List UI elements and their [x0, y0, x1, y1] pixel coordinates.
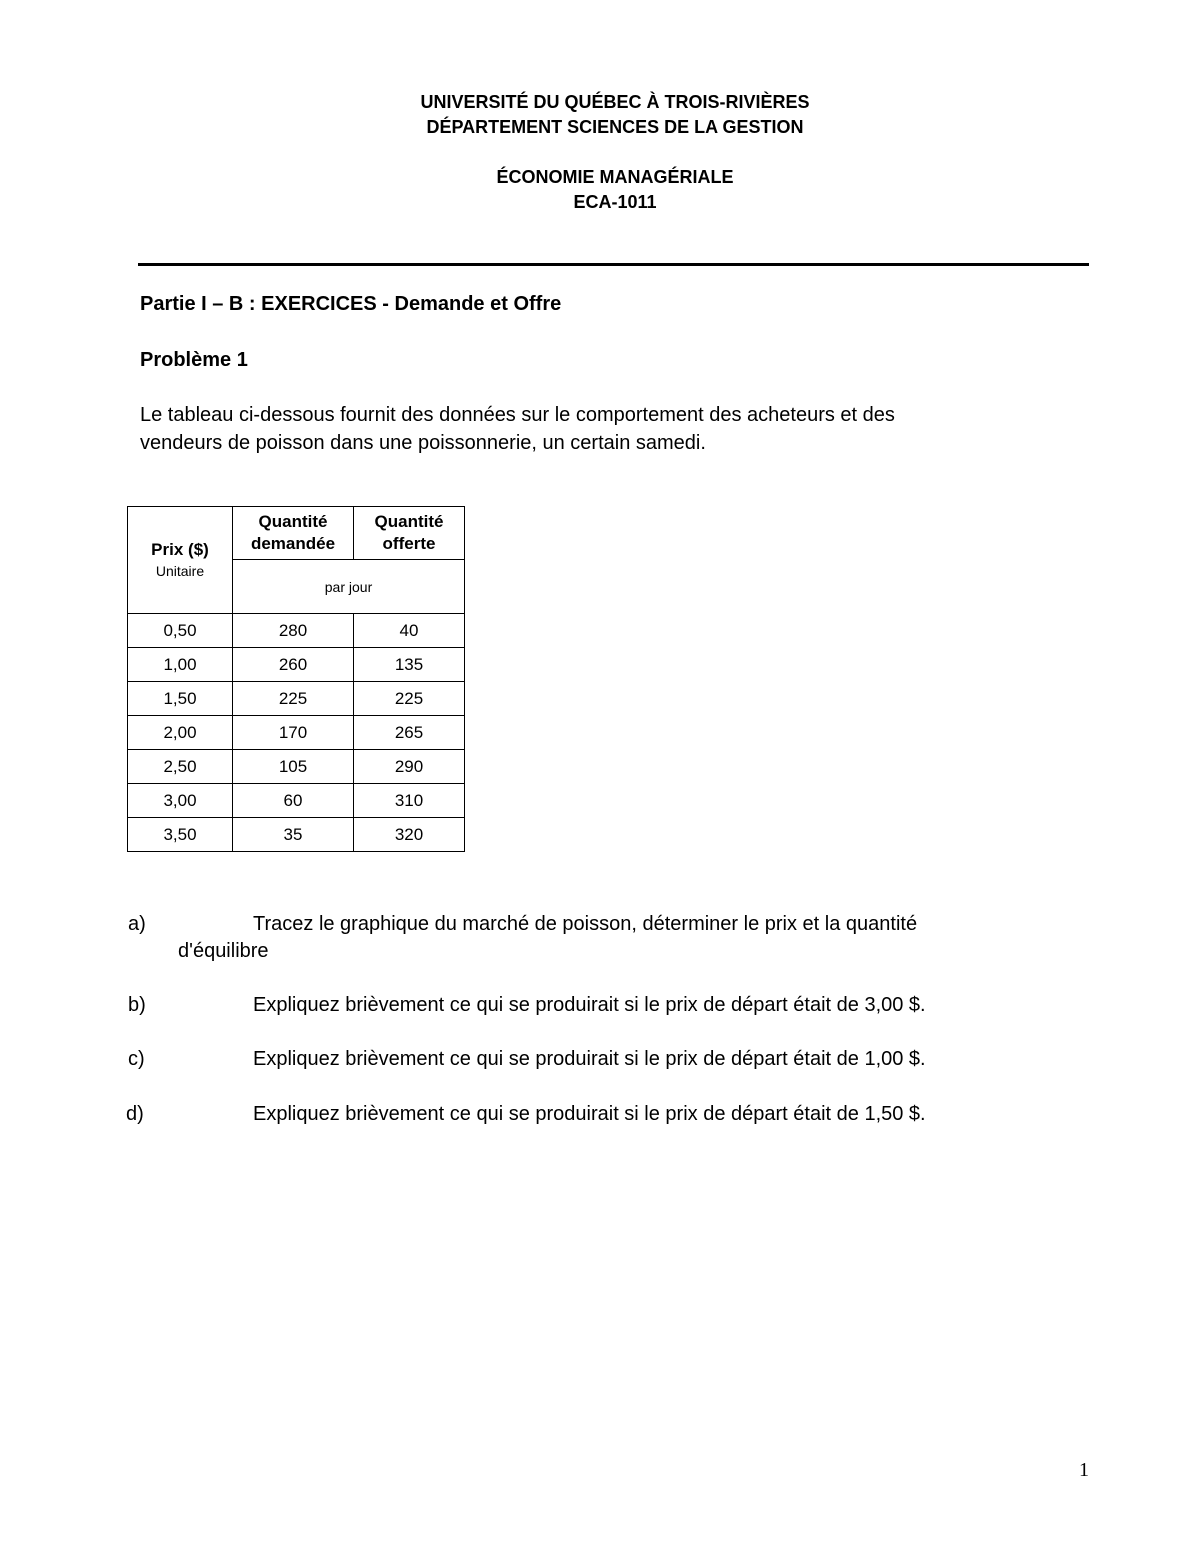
- cell-prix: 0,50: [128, 614, 233, 648]
- header-prix-sub: Unitaire: [155, 563, 205, 579]
- intro-line-2: vendeurs de poisson dans une poissonnerie, un certain samedi.: [140, 432, 706, 454]
- department-name: DÉPARTEMENT SCIENCES DE LA GESTION: [426, 117, 804, 137]
- page-number: 1: [1079, 1459, 1089, 1481]
- question-a: [128, 911, 1128, 971]
- header-quantity-supplied: [354, 507, 465, 560]
- intro-line-1: Le tableau ci-dessous fournit des données sur le comportement des acheteurs et des: [140, 404, 895, 426]
- cell-qo: 225: [354, 682, 465, 716]
- table-row: [128, 614, 465, 648]
- problem-title: Problème 1: [140, 349, 248, 371]
- question-text: Expliquez brièvement ce qui se produirait si le prix de départ était de 3,00 $.: [253, 994, 926, 1016]
- supply-demand-table: [127, 506, 465, 852]
- university-name: UNIVERSITÉ DU QUÉBEC À TROIS-RIVIÈRES: [420, 92, 810, 112]
- header-quantity-demanded: [233, 507, 354, 560]
- header-qd-line1: Quantité: [258, 512, 328, 531]
- header-prix: [128, 507, 233, 614]
- cell-qo: 320: [354, 818, 465, 852]
- cell-qo: 135: [354, 648, 465, 682]
- question-label: b): [128, 994, 146, 1016]
- header-per-day: par jour: [233, 560, 465, 614]
- question-label: d): [126, 1103, 144, 1125]
- problem-intro: [140, 401, 1060, 457]
- cell-qo: 310: [354, 784, 465, 818]
- cell-qd: 260: [233, 648, 354, 682]
- cell-prix: 3,00: [128, 784, 233, 818]
- table-row: [128, 750, 465, 784]
- cell-qd: 280: [233, 614, 354, 648]
- cell-qo: 265: [354, 716, 465, 750]
- course-code: ECA-1011: [573, 192, 657, 212]
- cell-prix: 1,00: [128, 648, 233, 682]
- table-row: [128, 716, 465, 750]
- header-qd-line2: demandée: [250, 534, 336, 553]
- question-text-continuation: d'équilibre: [178, 940, 269, 962]
- question-label: a): [128, 913, 146, 935]
- document-header: [0, 90, 1200, 215]
- course-name: ÉCONOMIE MANAGÉRIALE: [496, 167, 734, 187]
- table-row: [128, 818, 465, 852]
- question-b: [128, 992, 1128, 1022]
- header-qo-line1: Quantité: [374, 512, 444, 531]
- question-text: Tracez le graphique du marché de poisson, déterminer le prix et la quantité: [253, 913, 918, 935]
- cell-qo: 290: [354, 750, 465, 784]
- cell-qd: 60: [233, 784, 354, 818]
- cell-qd: 170: [233, 716, 354, 750]
- cell-qo: 40: [354, 614, 465, 648]
- cell-qd: 35: [233, 818, 354, 852]
- section-title: Partie I – B : EXERCICES - Demande et Offre: [140, 293, 562, 315]
- cell-prix: 3,50: [128, 818, 233, 852]
- cell-qd: 225: [233, 682, 354, 716]
- header-qo-line2: offerte: [382, 534, 436, 553]
- cell-qd: 105: [233, 750, 354, 784]
- question-text: Expliquez brièvement ce qui se produirait si le prix de départ était de 1,00 $.: [253, 1048, 926, 1070]
- question-text: Expliquez brièvement ce qui se produirait si le prix de départ était de 1,50 $.: [253, 1103, 926, 1125]
- cell-prix: 2,00: [128, 716, 233, 750]
- cell-prix: 2,50: [128, 750, 233, 784]
- header-prix-label: Prix ($): [151, 540, 209, 559]
- table-row: [128, 784, 465, 818]
- question-d: [128, 1101, 1128, 1131]
- horizontal-divider: [138, 263, 1089, 266]
- question-label: c): [128, 1048, 145, 1070]
- cell-prix: 1,50: [128, 682, 233, 716]
- table-row: [128, 682, 465, 716]
- question-c: [128, 1046, 1128, 1076]
- table-row: [128, 648, 465, 682]
